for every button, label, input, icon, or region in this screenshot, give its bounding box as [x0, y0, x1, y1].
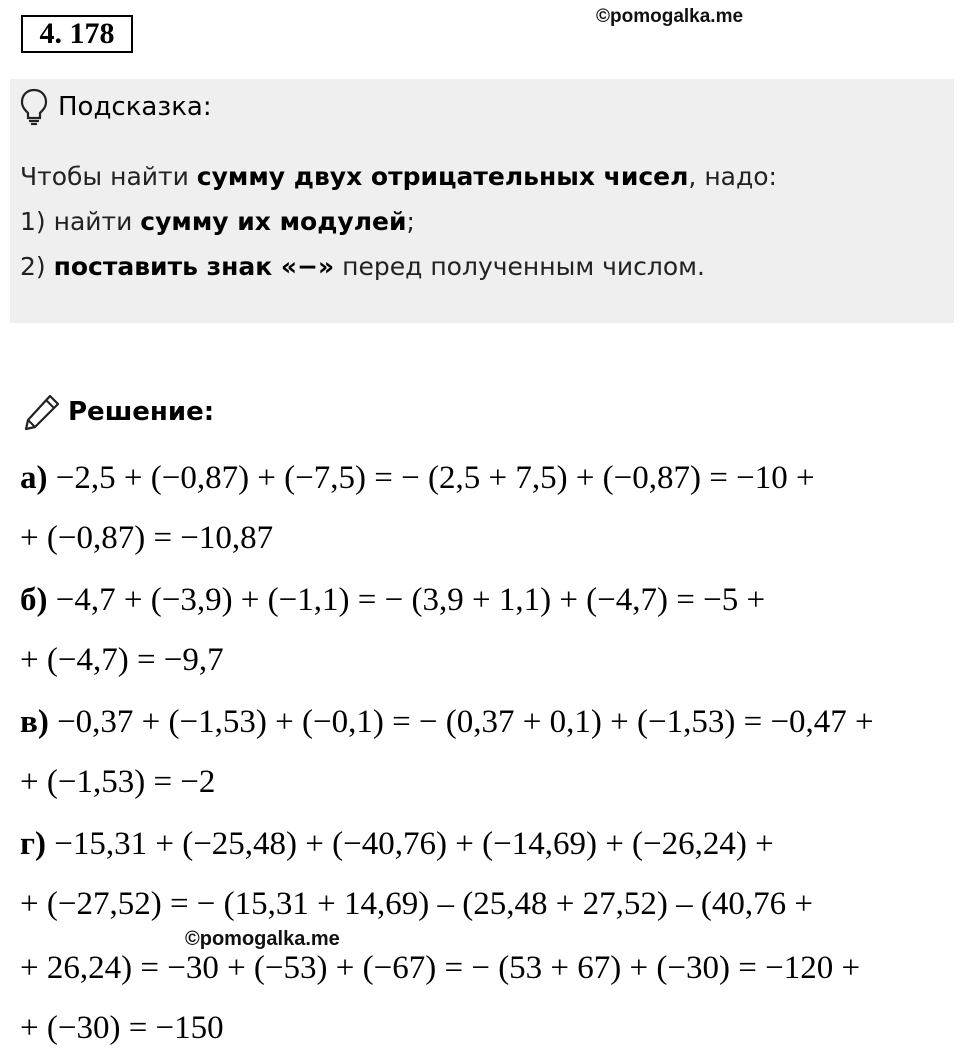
- solution-line: б) −4,7 + (−3,9) + (−1,1) = − (3,9 + 1,1) + (−4,7) = −5 +: [20, 582, 766, 618]
- hint-text: [20, 154, 777, 289]
- solution-header: [22, 392, 214, 432]
- solution-line: + (−4,7) = −9,7: [20, 642, 224, 678]
- solution-line: + (−0,87) = −10,87: [20, 520, 274, 556]
- solution-line: + 26,24) = −30 + (−53) + (−67) = − (53 + 67) + (−30) = −120 +: [20, 950, 861, 986]
- solution-line: в) −0,37 + (−1,53) + (−0,1) = − (0,37 + 0,1) + (−1,53) = −0,47 +: [20, 704, 874, 740]
- solution-title: Решение:: [68, 397, 215, 427]
- pencil-icon: [22, 392, 62, 432]
- solution-line: + (−27,52) = − (15,31 + 14,69) – (25,48 + 27,52) – (40,76 +: [20, 886, 813, 922]
- solution-line: г) −15,31 + (−25,48) + (−40,76) + (−14,69) + (−26,24) +: [20, 826, 774, 862]
- hint-line-2: 1) найти сумму их модулей;: [20, 207, 415, 236]
- solution-line: + (−1,53) = −2: [20, 764, 216, 800]
- solution-line: а) −2,5 + (−0,87) + (−7,5) = − (2,5 + 7,5) + (−0,87) = −10 +: [20, 460, 815, 496]
- hint-line-3: 2) поставить знак «−» перед полученным числом.: [20, 252, 705, 281]
- solution-line: + (−30) = −150: [20, 1010, 224, 1046]
- watermark-bottom: ©pomogalka.me: [185, 928, 340, 950]
- problem-number: 4. 178: [21, 15, 133, 53]
- hint-title: Подсказка:: [58, 92, 212, 122]
- hint-line-1: Чтобы найти сумму двух отрицательных чисел, надо:: [20, 162, 777, 191]
- hint-header: [20, 88, 212, 126]
- watermark-top: ©pomogalka.me: [596, 6, 744, 27]
- lightbulb-icon: [20, 88, 48, 126]
